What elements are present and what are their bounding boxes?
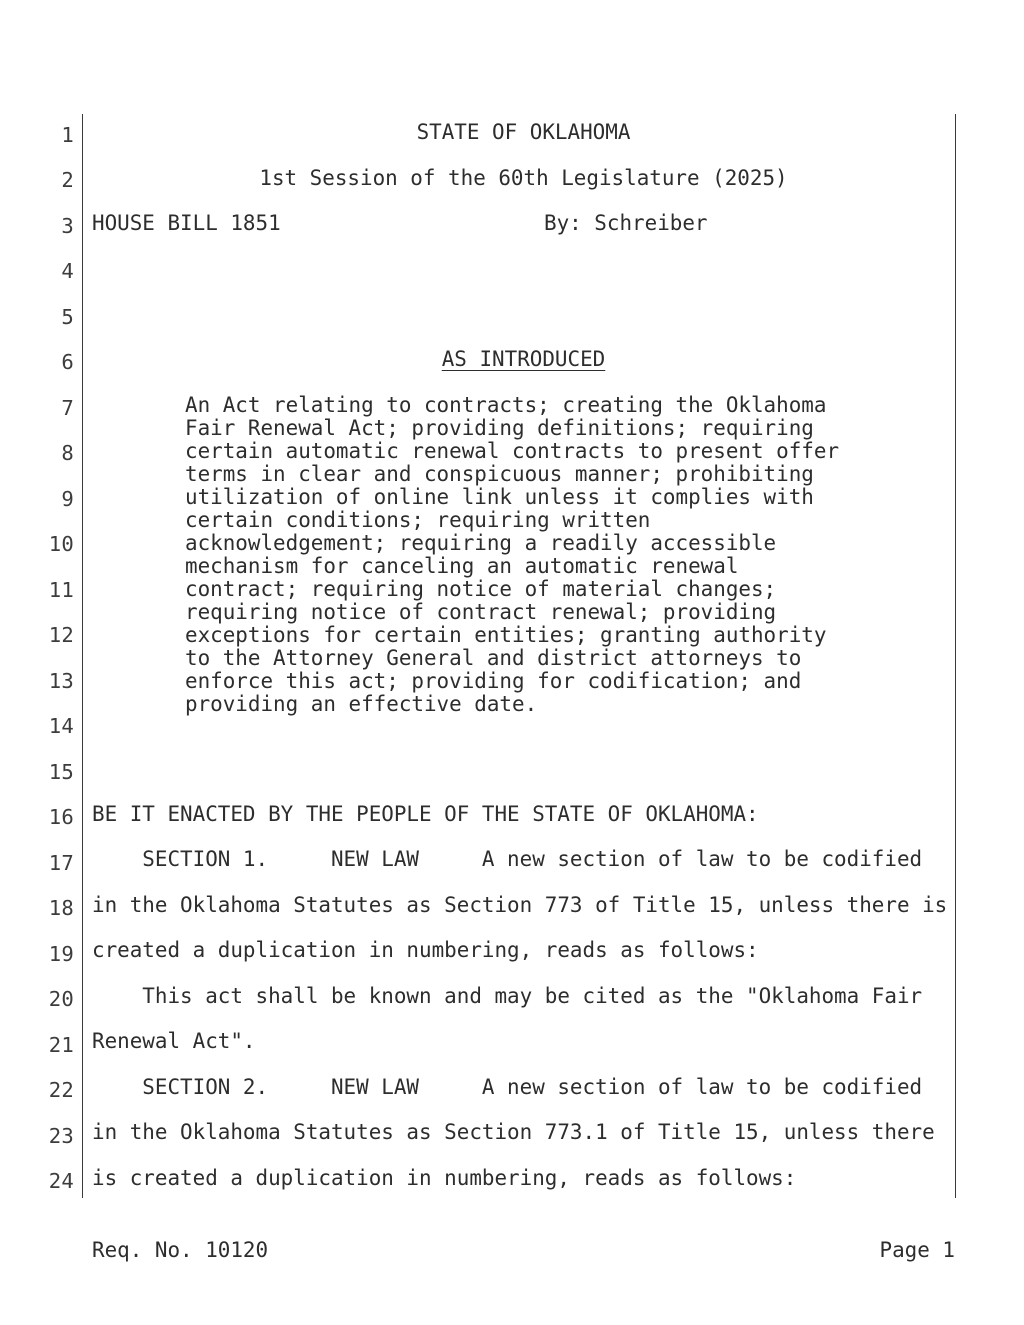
- body-line: in the Oklahoma Statutes as Section 773 of Title 15, unless there is: [92, 893, 948, 917]
- line-number: 3: [61, 214, 74, 238]
- line-number: 4: [61, 259, 74, 283]
- line-number: 24: [48, 1169, 74, 1193]
- right-margin-rule: [955, 114, 956, 1198]
- body-line: Renewal Act".: [92, 1029, 256, 1053]
- title-block-line: An Act relating to contracts; creating the Oklahoma: [185, 393, 827, 417]
- page-label: Page 1: [879, 1238, 955, 1262]
- body-line: created a duplication in numbering, reads as follows:: [92, 938, 759, 962]
- title-block-line: exceptions for certain entities; granting authority: [185, 623, 827, 647]
- enacting-clause: BE IT ENACTED BY THE PEOPLE OF THE STATE OF OKLAHOMA:: [92, 802, 759, 826]
- state-heading: STATE OF OKLAHOMA: [416, 120, 631, 144]
- line-number: 17: [48, 851, 74, 875]
- title-block-line: mechanism for canceling an automatic renewal: [185, 554, 739, 578]
- line-number: 9: [61, 487, 74, 511]
- line-number: 8: [61, 441, 74, 465]
- line-number: 2: [61, 168, 74, 192]
- left-margin-rule: [82, 114, 83, 1198]
- title-block-line: contract; requiring notice of material changes;: [185, 577, 777, 601]
- line-number-gutter: [0, 0, 74, 1325]
- title-block-line: utilization of online link unless it complies with: [185, 485, 814, 509]
- title-block-line: enforce this act; providing for codification; and: [185, 669, 802, 693]
- line-number: 22: [48, 1078, 74, 1102]
- version-label: AS INTRODUCED: [441, 347, 606, 371]
- line-number: 16: [48, 805, 74, 829]
- line-number: 1: [61, 123, 74, 147]
- title-block-line: to the Attorney General and district attorneys to: [185, 646, 802, 670]
- session-heading: 1st Session of the 60th Legislature (2025): [259, 166, 788, 190]
- body-line: SECTION 2. NEW LAW A new section of law to be codified: [92, 1075, 923, 1099]
- request-number: Req. No. 10120: [92, 1238, 269, 1262]
- title-block-line: certain conditions; requiring written: [185, 508, 651, 532]
- body-line: This act shall be known and may be cited as the "Oklahoma Fair: [92, 984, 923, 1008]
- line-number: 18: [48, 896, 74, 920]
- line-number: 15: [48, 760, 74, 784]
- line-number: 5: [61, 305, 74, 329]
- title-block-line: providing an effective date.: [185, 692, 538, 716]
- title-block-line: Fair Renewal Act; providing definitions; requiring: [185, 416, 814, 440]
- line-number: 7: [61, 396, 74, 420]
- title-block-line: terms in clear and conspicuous manner; prohibiting: [185, 462, 814, 486]
- line-number: 23: [48, 1124, 74, 1148]
- body-line: is created a duplication in numbering, reads as follows:: [92, 1166, 797, 1190]
- line-number: 14: [48, 714, 74, 738]
- bill-author: By: Schreiber: [544, 211, 708, 235]
- line-number: 10: [48, 532, 74, 556]
- version-label-wrap: [92, 349, 955, 370]
- line-number: 21: [48, 1033, 74, 1057]
- body-line: SECTION 1. NEW LAW A new section of law to be codified: [92, 847, 923, 871]
- line-number: 12: [48, 623, 74, 647]
- line-number: 19: [48, 942, 74, 966]
- page-footer: [92, 1240, 955, 1261]
- bill-text-column: [92, 0, 955, 1325]
- line-number: 11: [48, 578, 74, 602]
- bill-number: HOUSE BILL 1851: [92, 211, 281, 235]
- title-block-line: acknowledgement; requiring a readily accessible: [185, 531, 777, 555]
- title-block-line: requiring notice of contract renewal; providing: [185, 600, 777, 624]
- line-number: 13: [48, 669, 74, 693]
- line-number: 6: [61, 350, 74, 374]
- line-number: 20: [48, 987, 74, 1011]
- title-block-line: certain automatic renewal contracts to present offer: [185, 439, 840, 463]
- body-line: in the Oklahoma Statutes as Section 773.1 of Title 15, unless there: [92, 1120, 935, 1144]
